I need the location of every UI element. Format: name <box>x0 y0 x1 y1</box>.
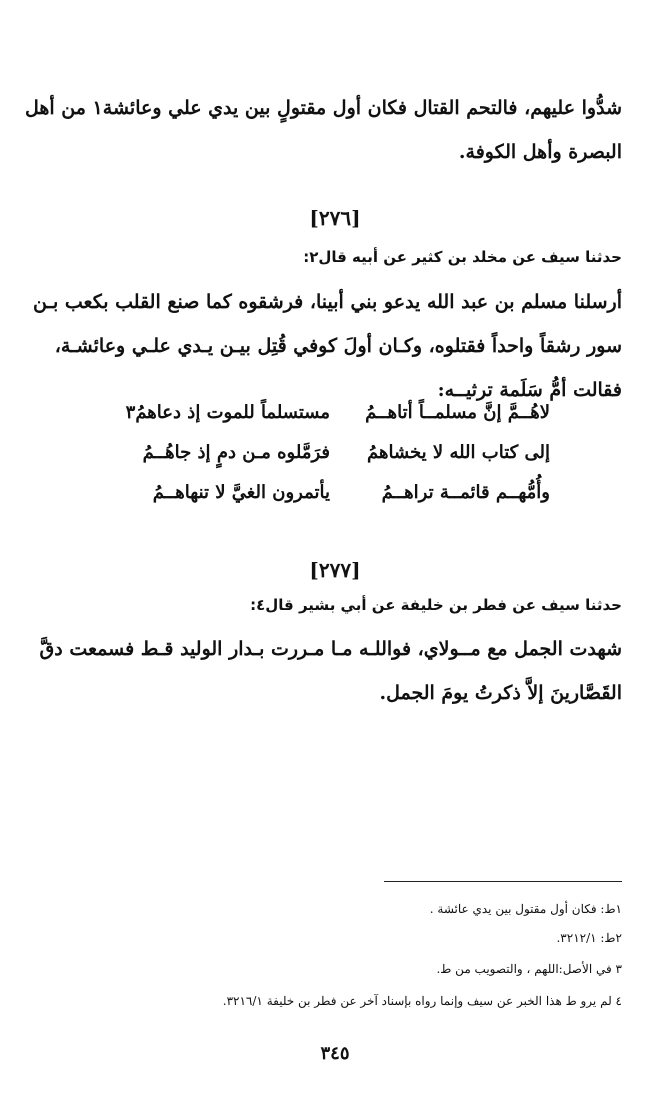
section-number-277: [٢٧٧] <box>309 558 361 582</box>
section-number-276: [٢٧٦] <box>309 206 361 230</box>
verse-second-hemistich: مستسلماً للموت إذ دعاهمُ٣ <box>125 402 330 423</box>
poem-verse <box>130 433 550 473</box>
paragraph-line: القَصَّارينَ إلاَّ ذكرتُ يومَ الجمل. <box>379 682 622 704</box>
verse-second-hemistich: يأتمرون الغيَّ لا تنهاهــمُ <box>152 482 330 503</box>
isnad-276: حدثنا سيف عن مخلد بن كثير عن أبيه قال٢: <box>303 248 622 266</box>
footnote-4: ٤ لم يرو ط هذا الخبر عن سيف وإنما رواه بإسناد آخر عن فطر بن خليفة ٣٢١٦/١. <box>222 994 622 1008</box>
paragraph-line: البصرة وأهل الكوفة. <box>458 141 622 163</box>
verse-first-hemistich: لاهُــمَّ إنَّ مسلمــاً أتاهــمُ <box>365 402 550 423</box>
verse-first-hemistich: وأُمُّهــم قائمــة تراهــمُ <box>381 482 550 503</box>
footnote-2: ٢ط: ٣٢١٢/١. <box>556 931 622 945</box>
verse-first-hemistich: إلى كتاب الله لا يخشاهمُ <box>367 442 550 463</box>
paragraph-line: فقالت أمُّ سَلَمة ترثيــه: <box>437 379 622 401</box>
poem-verse <box>130 473 550 513</box>
paragraph-line: شهدت الجمل مع مــولاي، فواللـه مـا مـررت بـدار الوليد قـط فسمعت دقَّ <box>39 638 622 660</box>
top-paragraph <box>24 86 622 174</box>
isnad-277: حدثنا سيف عن فطر بن خليفة عن أبي بشير قال٤: <box>250 596 622 614</box>
paragraph-line: سور رشقاً واحداً فقتلوه، وكـان أولَ كوفي قُتِل بيـن يـدي علـي وعائشـة، <box>54 335 622 357</box>
paragraph-line: شدُّوا عليهم، فالتحم القتال فكان أول مقتولٍ بين يدي علي وعائشة١ من أهل <box>24 97 622 119</box>
section-277-text <box>39 627 622 715</box>
poem-verse <box>125 393 550 433</box>
poem <box>125 393 550 513</box>
footnote-1: ١ط: فكان أول مقتول بين يدي عائشة . <box>429 902 622 916</box>
verse-second-hemistich: فرَمَّلوه مـن دمٍ إذ جاهُــمُ <box>142 442 330 463</box>
footnote-divider <box>384 881 622 882</box>
page-number: ٣٤٥ <box>320 1043 350 1064</box>
footnote-3: ٣ في الأصل:اللهم ، والتصويب من ط. <box>436 962 622 976</box>
paragraph-line: أرسلنا مسلم بن عبد الله يدعو بني أبينا، فرشقوه كما صنع القلب بكعب بـن <box>32 291 622 313</box>
